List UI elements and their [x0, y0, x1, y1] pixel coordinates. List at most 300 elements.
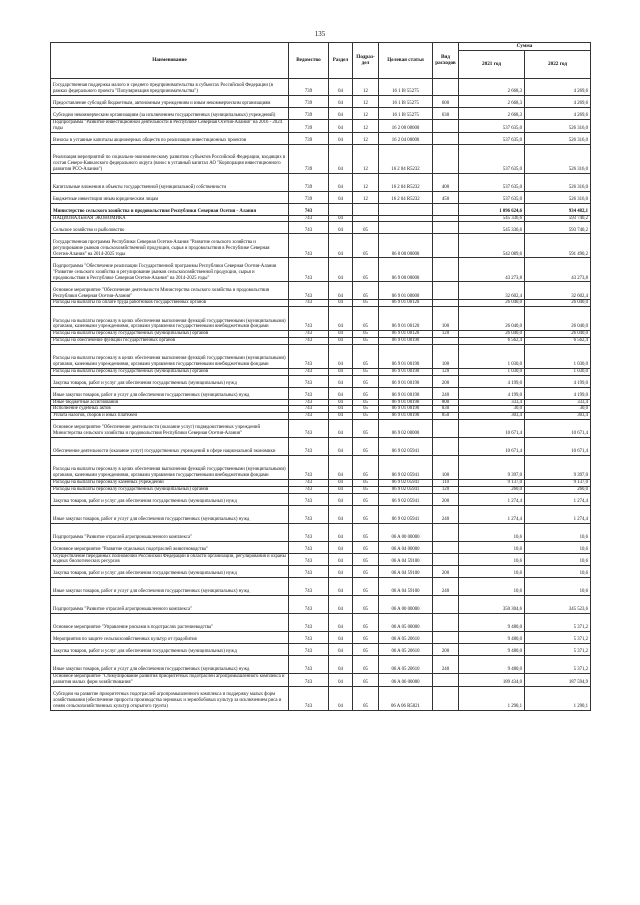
cell-2021: 4 199,0	[459, 387, 525, 399]
cell-vedomstvo: 743	[289, 368, 329, 375]
cell-2022: 526 316,0	[525, 132, 591, 144]
cell-2022: 26 040,0	[525, 307, 591, 331]
cell-name: Расходы на выплаты персоналу государственных (муниципальных) органов	[51, 486, 289, 493]
cell-2021: 43 273,8	[459, 258, 525, 282]
cell-2021: 4 199,0	[459, 375, 525, 387]
cell-celevaya: 06 A 06 R5021	[379, 686, 433, 710]
cell-razdel: 04	[329, 144, 353, 173]
cell-vedomstvo: 739	[289, 108, 329, 120]
cell-vid	[433, 79, 459, 96]
cell-2022: 6 562,4	[525, 337, 591, 344]
cell-celevaya: 06 9 02 05941	[379, 437, 433, 455]
cell-name: Расходы на выплаты персоналу государственных (муниципальных) органов	[51, 368, 289, 375]
cell-name: Расходы на выплаты персоналу в целях обеспечения выполнения функций государственными (муниципальными) органами, казенными учреждениями, органами управления государственными внебюджетными фондами	[51, 307, 289, 331]
cell-razdel: 04	[329, 234, 353, 258]
cell-2022: 260,0	[525, 486, 591, 493]
cell-2021: 1 030,0	[459, 344, 525, 368]
cell-2021: 1 274,4	[459, 505, 525, 523]
cell-vedomstvo: 743	[289, 614, 329, 632]
cell-2021: 10,6	[459, 523, 525, 541]
cell-podrazdel: 05	[353, 234, 379, 258]
table-body	[51, 79, 591, 711]
cell-2022: 591 490,2	[525, 234, 591, 258]
cell-vid	[433, 541, 459, 553]
cell-podrazdel: 05	[353, 282, 379, 300]
table-row	[51, 479, 591, 486]
cell-name: Уплата налогов, сборов и иных платежей	[51, 413, 289, 420]
cell-podrazdel: 05	[353, 614, 379, 632]
cell-vid: 200	[433, 644, 459, 656]
cell-vedomstvo: 743	[289, 553, 329, 566]
cell-vid: 200	[433, 375, 459, 387]
cell-celevaya: 06 A 00 00000	[379, 596, 433, 614]
table-row	[51, 331, 591, 338]
table-row	[51, 566, 591, 578]
cell-2021: 10 671,4	[459, 437, 525, 455]
cell-podrazdel: 05	[353, 493, 379, 505]
cell-2022: 593 740,2	[525, 215, 591, 222]
cell-2022: 4 269,6	[525, 79, 591, 96]
page-number: 135	[314, 30, 326, 38]
table-row	[51, 493, 591, 505]
cell-2022: 4 199,0	[525, 387, 591, 399]
cell-vedomstvo: 743	[289, 486, 329, 493]
cell-2021: 1 030,0	[459, 368, 525, 375]
cell-vedomstvo: 743	[289, 493, 329, 505]
cell-razdel: 04	[329, 337, 353, 344]
cell-2021: 537 635,0	[459, 120, 525, 133]
cell-razdel: 04	[329, 437, 353, 455]
cell-vid	[433, 553, 459, 566]
cell-podrazdel: 05	[353, 541, 379, 553]
cell-vedomstvo: 743	[289, 686, 329, 710]
cell-razdel: 04	[329, 578, 353, 596]
table-row	[51, 523, 591, 541]
cell-razdel: 04	[329, 419, 353, 437]
header-year-2022: 2022 год	[525, 51, 591, 79]
cell-vedomstvo: 743	[289, 234, 329, 258]
cell-podrazdel: 05	[353, 344, 379, 368]
cell-vedomstvo: 743	[289, 505, 329, 523]
cell-2022: 934 482,1	[525, 203, 591, 215]
cell-razdel: 04	[329, 674, 353, 687]
cell-2022: 303,4	[525, 413, 591, 420]
cell-vid	[433, 203, 459, 215]
cell-2022: 26 040,0	[525, 331, 591, 338]
cell-celevaya: 16 2 04 R5232	[379, 173, 433, 191]
table-row	[51, 399, 591, 406]
cell-celevaya: 06 9 02 05941	[379, 479, 433, 486]
cell-name: Сельское хозяйство и рыболовство	[51, 222, 289, 234]
cell-vedomstvo: 743	[289, 632, 329, 644]
cell-podrazdel: 12	[353, 144, 379, 173]
cell-name: Подпрограмма "Развитие отраслей агропромышленного комплекса"	[51, 596, 289, 614]
table-row	[51, 505, 591, 523]
table-row	[51, 307, 591, 331]
cell-2021: 1 096 624,6	[459, 203, 525, 215]
cell-podrazdel: 05	[353, 406, 379, 413]
cell-podrazdel: 12	[353, 132, 379, 144]
cell-celevaya: 06 9 01 00190	[379, 399, 433, 406]
cell-vedomstvo: 743	[289, 331, 329, 338]
cell-vid: 630	[433, 108, 459, 120]
cell-razdel: 04	[329, 300, 353, 307]
cell-celevaya: 06 A 04 00000	[379, 541, 433, 553]
cell-vid	[433, 596, 459, 614]
cell-name: Основное мероприятие "Обеспечение деятельности (оказание услуг) подведомственных учреждений Министерства сельского хозяйства и продовольствия Республики Северная Осетия-Алания"	[51, 419, 289, 437]
cell-2022: 9 137,0	[525, 479, 591, 486]
cell-2021: 1 274,4	[459, 493, 525, 505]
cell-2022: 30,0	[525, 406, 591, 413]
cell-2021: 10,6	[459, 566, 525, 578]
cell-2022: 526 316,0	[525, 191, 591, 203]
cell-podrazdel: 12	[353, 96, 379, 108]
cell-celevaya: 06 9 01 00190	[379, 406, 433, 413]
cell-vid	[433, 132, 459, 144]
table-row	[51, 173, 591, 191]
cell-vedomstvo: 743	[289, 344, 329, 368]
cell-vedomstvo: 743	[289, 399, 329, 406]
cell-vedomstvo: 743	[289, 215, 329, 222]
cell-name: Расходы на выплаты персоналу в целях обеспечения выполнения функций государственными (муниципальными) органами, казенными учреждениями, органами управления государственными внебюджетными фондами	[51, 344, 289, 368]
cell-celevaya: 06 A 05 20610	[379, 644, 433, 656]
cell-2022: 10 671,4	[525, 419, 591, 437]
cell-podrazdel: 05	[353, 437, 379, 455]
cell-2021: 32 602,4	[459, 282, 525, 300]
table-row	[51, 258, 591, 282]
cell-podrazdel: 05	[353, 399, 379, 406]
cell-name: Министерство сельского хозяйства и продовольствия Республики Северная Осетия - Алания	[51, 203, 289, 215]
cell-vedomstvo: 743	[289, 337, 329, 344]
cell-celevaya: 06 9 01 00190	[379, 344, 433, 368]
cell-celevaya: 06 9 01 00120	[379, 300, 433, 307]
cell-vid: 240	[433, 505, 459, 523]
cell-vedomstvo: 743	[289, 413, 329, 420]
cell-vid: 200	[433, 493, 459, 505]
cell-2021: 333,4	[459, 399, 525, 406]
cell-razdel: 04	[329, 120, 353, 133]
budget-table	[50, 42, 591, 711]
cell-vid: 200	[433, 566, 459, 578]
cell-vid: 120	[433, 331, 459, 338]
cell-celevaya: 06 0 00 00000	[379, 234, 433, 258]
cell-2021: 350 304,6	[459, 596, 525, 614]
cell-podrazdel: 05	[353, 486, 379, 493]
cell-razdel: 04	[329, 96, 353, 108]
cell-podrazdel	[353, 215, 379, 222]
cell-razdel: 04	[329, 307, 353, 331]
cell-vedomstvo: 743	[289, 541, 329, 553]
cell-name: Закупка товаров, работ и услуг для обеспечения государственных (муниципальных) нужд	[51, 644, 289, 656]
cell-vid: 830	[433, 406, 459, 413]
cell-vedomstvo: 743	[289, 644, 329, 656]
cell-razdel: 04	[329, 368, 353, 375]
cell-vid	[433, 614, 459, 632]
cell-podrazdel: 05	[353, 644, 379, 656]
cell-2022: 1 030,0	[525, 368, 591, 375]
table-row	[51, 686, 591, 710]
cell-name: Расходы на обеспечение функций государственных органов	[51, 337, 289, 344]
cell-vedomstvo: 743	[289, 523, 329, 541]
cell-name: Подпрограмма "Развитие инвестиционной деятельности в Республике Северная Осетия-Алания" на 2016 - 2024 годы	[51, 120, 289, 133]
cell-2021: 1 290,1	[459, 686, 525, 710]
cell-vid	[433, 632, 459, 644]
cell-razdel: 04	[329, 523, 353, 541]
table-row	[51, 300, 591, 307]
cell-vedomstvo: 743	[289, 479, 329, 486]
cell-name: Иные закупки товаров, работ и услуг для обеспечения государственных (муниципальных) нужд	[51, 656, 289, 674]
cell-celevaya: 06 9 02 05941	[379, 493, 433, 505]
cell-vedomstvo: 739	[289, 96, 329, 108]
cell-celevaya	[379, 222, 433, 234]
cell-2021: 2 668,3	[459, 96, 525, 108]
cell-name: Закупка товаров, работ и услуг для обеспечения государственных (муниципальных) нужд	[51, 375, 289, 387]
cell-celevaya: 16 2 00 00000	[379, 120, 433, 133]
cell-podrazdel: 12	[353, 120, 379, 133]
cell-podrazdel: 05	[353, 632, 379, 644]
cell-podrazdel: 05	[353, 523, 379, 541]
cell-razdel: 04	[329, 215, 353, 222]
cell-vedomstvo: 743	[289, 419, 329, 437]
cell-2021: 189 434,0	[459, 674, 525, 687]
cell-podrazdel: 05	[353, 419, 379, 437]
cell-2022: 1 290,1	[525, 686, 591, 710]
table-row	[51, 337, 591, 344]
cell-2021: 30,0	[459, 406, 525, 413]
cell-razdel: 04	[329, 191, 353, 203]
cell-celevaya: 06 9 01 00120	[379, 307, 433, 331]
cell-2021: 9 480,0	[459, 632, 525, 644]
cell-vedomstvo: 743	[289, 203, 329, 215]
cell-vid: 800	[433, 399, 459, 406]
header-vid: Вид расходов	[433, 43, 459, 79]
cell-celevaya: 16 2 04 R5232	[379, 191, 433, 203]
cell-vedomstvo: 743	[289, 307, 329, 331]
cell-celevaya: 06 A 04 59100	[379, 566, 433, 578]
cell-2022: 4 199,0	[525, 375, 591, 387]
cell-podrazdel: 05	[353, 300, 379, 307]
cell-podrazdel: 05	[353, 307, 379, 331]
cell-name: Основное мероприятие "Стимулирование развития приоритетных подотраслей агропромышленного комплекса и развития малых форм хозяйствования"	[51, 674, 289, 687]
cell-celevaya: 06 9 02 05941	[379, 505, 433, 523]
cell-name: Осуществление переданных полномочий Российской Федерации в области организации, регулирования и охраны водных биологических ресурсов	[51, 553, 289, 566]
cell-name: Подпрограмма "Развитие отраслей агропромышленного комплекса"	[51, 523, 289, 541]
cell-name: Расходы на выплаты персоналу государственных (муниципальных) органов	[51, 331, 289, 338]
cell-name: Капитальные вложения в объекты государственной (муниципальной) собственности	[51, 173, 289, 191]
cell-celevaya: 16 2 04 R5232	[379, 144, 433, 173]
table-row	[51, 437, 591, 455]
cell-celevaya: 06 9 00 00000	[379, 258, 433, 282]
cell-vid	[433, 144, 459, 173]
cell-vedomstvo: 739	[289, 173, 329, 191]
cell-podrazdel: 05	[353, 337, 379, 344]
cell-2021: 10,6	[459, 553, 525, 566]
cell-2021: 10 671,4	[459, 419, 525, 437]
cell-celevaya: 06 9 01 00190	[379, 368, 433, 375]
cell-2022: 593 740,2	[525, 222, 591, 234]
cell-podrazdel: 12	[353, 79, 379, 96]
header-vedomstvo: Ведомство	[289, 43, 329, 79]
table-row	[51, 387, 591, 399]
cell-2021: 545 336,6	[459, 215, 525, 222]
cell-razdel: 04	[329, 331, 353, 338]
header-year-2021: 2021 год	[459, 51, 525, 79]
cell-podrazdel: 05	[353, 553, 379, 566]
cell-razdel: 04	[329, 282, 353, 300]
cell-razdel: 04	[329, 413, 353, 420]
cell-vedomstvo: 743	[289, 596, 329, 614]
cell-celevaya	[379, 215, 433, 222]
cell-2021: 303,4	[459, 413, 525, 420]
table-row	[51, 215, 591, 222]
cell-2021: 542 089,6	[459, 234, 525, 258]
cell-2022: 26 040,0	[525, 300, 591, 307]
cell-name: Иные закупки товаров, работ и услуг для обеспечения государственных (муниципальных) нужд	[51, 387, 289, 399]
table-row	[51, 455, 591, 479]
cell-vid: 240	[433, 578, 459, 596]
cell-razdel: 04	[329, 686, 353, 710]
table-row	[51, 656, 591, 674]
cell-2022: 526 316,0	[525, 173, 591, 191]
cell-vid: 240	[433, 656, 459, 674]
cell-razdel: 04	[329, 406, 353, 413]
cell-2021: 537 635,0	[459, 144, 525, 173]
cell-vid: 600	[433, 96, 459, 108]
cell-2021: 537 635,0	[459, 173, 525, 191]
cell-podrazdel: 05	[353, 413, 379, 420]
cell-name: Закупка товаров, работ и услуг для обеспечения государственных (муниципальных) нужд	[51, 493, 289, 505]
cell-name: Исполнение судебных актов	[51, 406, 289, 413]
cell-celevaya: 06 A 04 59100	[379, 578, 433, 596]
cell-razdel: 04	[329, 553, 353, 566]
cell-vid	[433, 282, 459, 300]
cell-razdel: 04	[329, 614, 353, 632]
cell-2022: 10,6	[525, 523, 591, 541]
cell-celevaya: 16 1 I8 55275	[379, 79, 433, 96]
cell-vid	[433, 686, 459, 710]
cell-razdel: 04	[329, 173, 353, 191]
cell-2021: 26 040,0	[459, 331, 525, 338]
cell-razdel	[329, 203, 353, 215]
cell-2021: 10,6	[459, 541, 525, 553]
cell-vid: 400	[433, 173, 459, 191]
cell-name: Расходы на выплаты по оплате труда работников государственных органов	[51, 300, 289, 307]
cell-name: Предоставление субсидий бюджетным, автономным учреждениям и иным некоммерческим организациям	[51, 96, 289, 108]
cell-vedomstvo: 743	[289, 406, 329, 413]
cell-2022: 1 030,0	[525, 344, 591, 368]
cell-celevaya: 06 A 04 59100	[379, 553, 433, 566]
table-row	[51, 644, 591, 656]
table-row	[51, 596, 591, 614]
cell-2022: 10,6	[525, 566, 591, 578]
cell-2022: 10 671,4	[525, 437, 591, 455]
cell-vedomstvo: 743	[289, 222, 329, 234]
cell-podrazdel	[353, 203, 379, 215]
cell-vedomstvo: 739	[289, 144, 329, 173]
cell-vid: 850	[433, 413, 459, 420]
cell-vedomstvo: 743	[289, 656, 329, 674]
table-row	[51, 108, 591, 120]
table-row	[51, 406, 591, 413]
table-header	[51, 43, 591, 79]
cell-vid	[433, 120, 459, 133]
cell-vedomstvo: 743	[289, 566, 329, 578]
cell-2021: 9 480,0	[459, 614, 525, 632]
cell-2022: 5 371,2	[525, 632, 591, 644]
table-row	[51, 578, 591, 596]
header-razdel: Раздел	[329, 43, 353, 79]
cell-podrazdel: 05	[353, 505, 379, 523]
cell-2021: 2 668,3	[459, 79, 525, 96]
cell-name: Подпрограмма "Обеспечение реализации Государственной программы Республики Северная Осетия-Алания "Развитие сельского хозяйства и регулирование рынков сельскохозяйственной продукции, сырья и продовольствия в Республике Северная Осетия-Алания" на 2014-2025 годы"	[51, 258, 289, 282]
cell-podrazdel: 05	[353, 674, 379, 687]
cell-2022: 5 371,2	[525, 656, 591, 674]
cell-celevaya: 06 A 05 20610	[379, 632, 433, 644]
cell-2021: 2 668,3	[459, 108, 525, 120]
cell-razdel: 04	[329, 632, 353, 644]
cell-vid	[433, 437, 459, 455]
cell-name: НАЦИОНАЛЬНАЯ ЭКОНОМИКА	[51, 215, 289, 222]
table-row	[51, 614, 591, 632]
cell-podrazdel: 05	[353, 387, 379, 399]
cell-vid	[433, 215, 459, 222]
cell-razdel: 04	[329, 541, 353, 553]
cell-name: Иные закупки товаров, работ и услуг для обеспечения государственных (муниципальных) нужд	[51, 578, 289, 596]
cell-vid: 110	[433, 479, 459, 486]
cell-razdel: 04	[329, 455, 353, 479]
cell-vedomstvo: 743	[289, 578, 329, 596]
cell-podrazdel: 05	[353, 479, 379, 486]
cell-vedomstvo: 739	[289, 132, 329, 144]
cell-name: Основное мероприятие "Управление рисками в подотраслях растениеводства"	[51, 614, 289, 632]
cell-2021: 537 635,0	[459, 191, 525, 203]
cell-vid: 100	[433, 344, 459, 368]
cell-celevaya: 06 A 05 20610	[379, 656, 433, 674]
cell-celevaya: 06 9 02 00000	[379, 419, 433, 437]
cell-name: Расходы на выплаты персоналу казенных учреждений	[51, 479, 289, 486]
cell-2021: 6 562,4	[459, 337, 525, 344]
cell-celevaya: 06 9 01 00190	[379, 413, 433, 420]
cell-vid: 120	[433, 486, 459, 493]
cell-podrazdel: 12	[353, 173, 379, 191]
cell-podrazdel: 05	[353, 375, 379, 387]
cell-2021: 9 397,0	[459, 455, 525, 479]
cell-name: Расходы на выплаты персоналу в целях обеспечения выполнения функций государственными (муниципальными) органами, казенными учреждениями, органами управления государственными внебюджетными фондами	[51, 455, 289, 479]
cell-2022: 345 523,6	[525, 596, 591, 614]
cell-name: Взносы в уставные капиталы акционерных обществ по реализации инвестиционных проектов	[51, 132, 289, 144]
cell-vid: 100	[433, 307, 459, 331]
cell-vedomstvo: 739	[289, 191, 329, 203]
cell-razdel: 04	[329, 566, 353, 578]
cell-2022: 10,6	[525, 541, 591, 553]
cell-razdel: 04	[329, 505, 353, 523]
table-row	[51, 234, 591, 258]
cell-vedomstvo: 743	[289, 282, 329, 300]
cell-celevaya: 16 1 I8 55275	[379, 108, 433, 120]
cell-razdel: 04	[329, 399, 353, 406]
cell-2022: 526 316,0	[525, 144, 591, 173]
table-row	[51, 120, 591, 133]
cell-podrazdel: 05	[353, 331, 379, 338]
header-summa: Сумма	[459, 43, 591, 51]
table-row	[51, 375, 591, 387]
cell-razdel: 04	[329, 644, 353, 656]
cell-name: Мероприятия по защите сельскохозяйственных культур от градобития	[51, 632, 289, 644]
table-row	[51, 282, 591, 300]
table-row	[51, 344, 591, 368]
cell-celevaya: 06 9 01 00190	[379, 375, 433, 387]
cell-2022: 43 273,8	[525, 258, 591, 282]
